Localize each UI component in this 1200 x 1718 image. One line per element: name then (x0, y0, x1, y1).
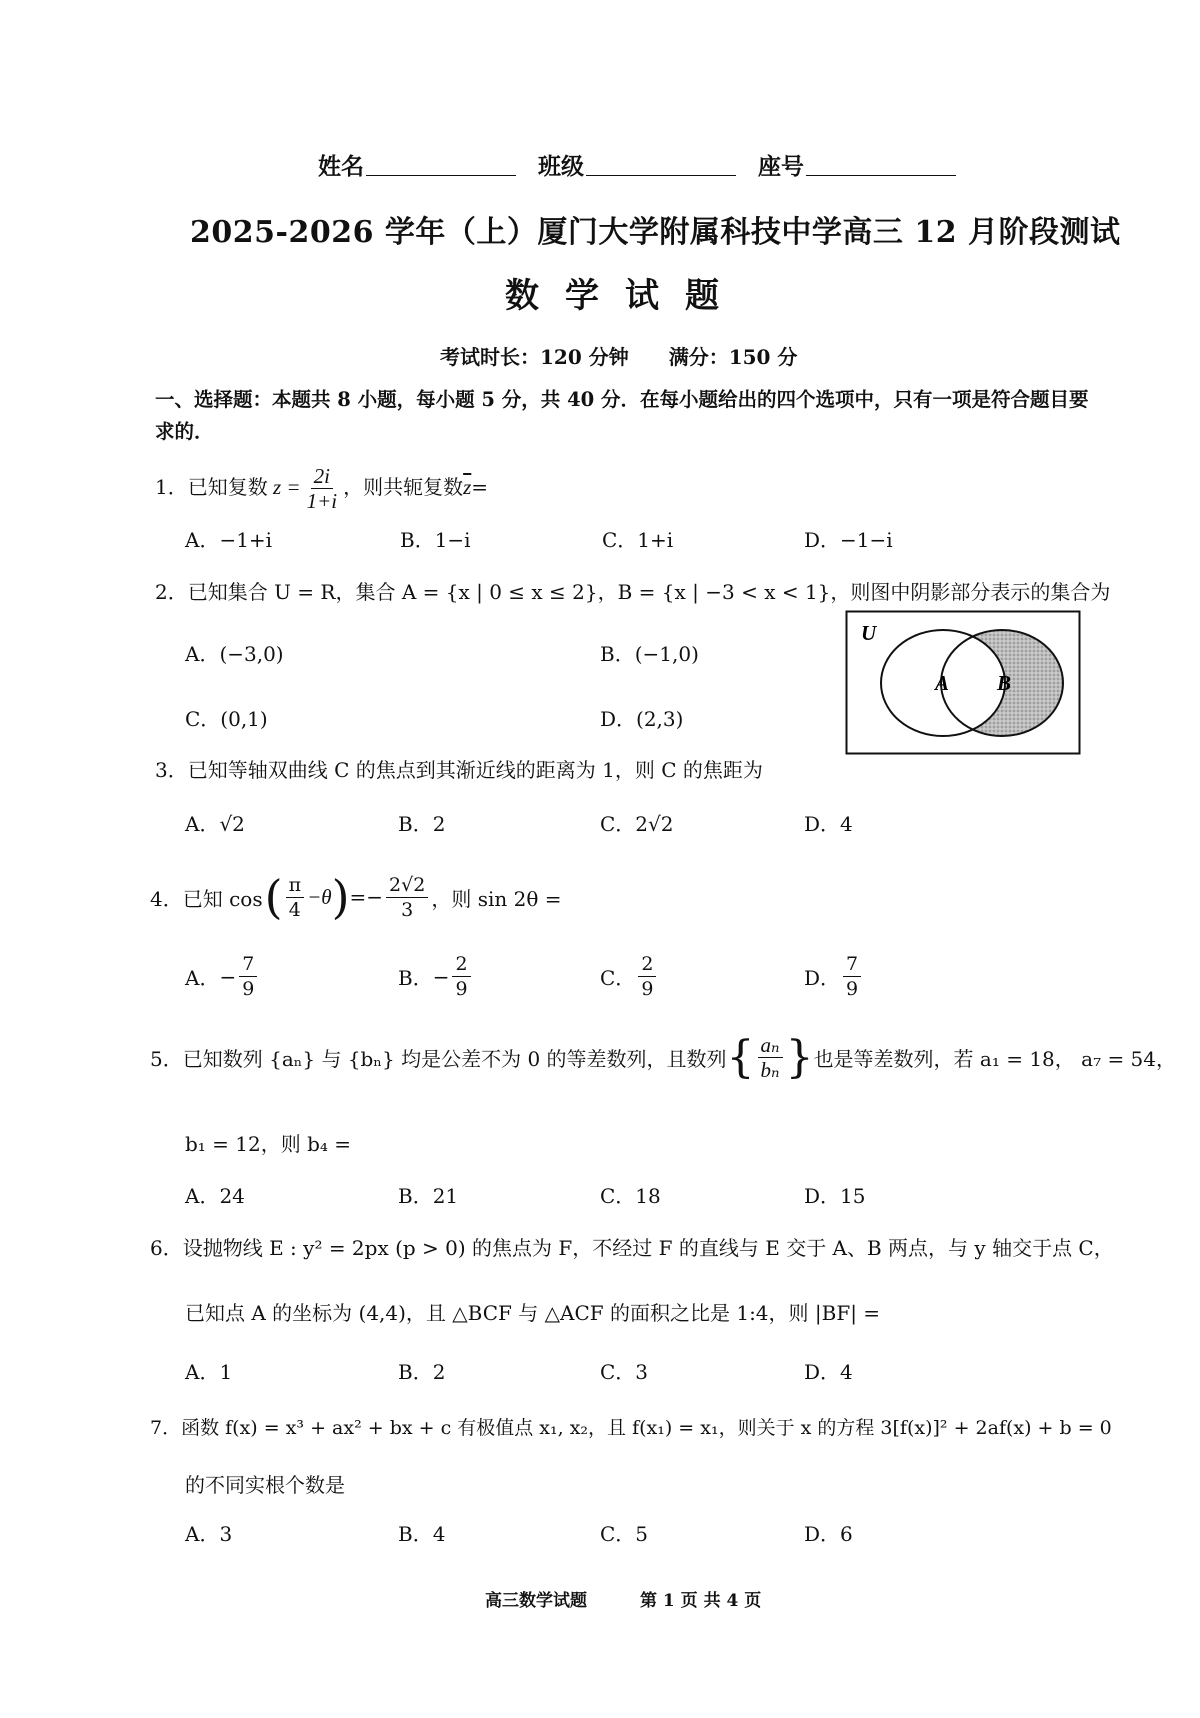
option-b: B．2 (398, 812, 446, 836)
fraction: $\frac{\pi}{4}$ (286, 873, 305, 922)
option-d: D．−1−i (804, 528, 893, 552)
fraction: $\frac{2i}{1+i}$ (306, 464, 338, 513)
option-c: C．5 (600, 1522, 649, 1546)
question-number: 4． (150, 886, 183, 911)
question-4: 4． 已知 cos ( $\frac{\pi}{4}$ −θ ) = − $\frac{2√2}{3}$ ，则 sin 2θ = (150, 870, 562, 924)
option-d: D． $\frac{7}{9}$ (804, 952, 864, 1001)
class-label: 班级 (538, 153, 585, 180)
option-b: B．(−1,0) (600, 642, 699, 666)
option-a: A．1 (185, 1360, 233, 1384)
question-1: 1．已知复数 z = $\frac{2i}{1+i}$ ，则共轭复数$\overline{z}=$ (155, 464, 489, 513)
option-d: D．(2,3) (600, 707, 684, 731)
footer-title: 高三数学试题 (485, 1591, 587, 1611)
option-b: B．21 (398, 1184, 459, 1208)
seat-label: 座号 (758, 153, 805, 180)
question-text: 设抛物线 E : y² = 2px (p > 0) 的焦点为 F，不经过 F 的直线与 E 交于 A、B 两点，与 y 轴交于点 C， (182, 1236, 1114, 1260)
question-text: 也是等差数列，若 a₁ = 18， a₇ = 54， (813, 1047, 1177, 1071)
question-7 (150, 1413, 1112, 1440)
venn-b-label: B (997, 671, 1012, 695)
option-a: A．√2 (185, 812, 245, 836)
option-c: C．3 (600, 1360, 649, 1384)
question-3 (155, 754, 763, 783)
question-text: 已知数列 {aₙ} 与 {bₙ} 均是公差不为 0 的等差数列，且数列 (182, 1047, 727, 1071)
footer-page-number: 第 1 页 共 4 页 (640, 1591, 762, 1611)
venn-a-label: A (935, 671, 950, 695)
question-text: 已知 cos (182, 886, 263, 911)
question-number: 5． (150, 1047, 183, 1071)
question-number: 7． (150, 1417, 182, 1439)
question-text: 已知复数 (187, 475, 268, 499)
option-b: B． − $\frac{2}{9}$ (398, 952, 474, 1001)
option-c: C． $\frac{2}{9}$ (600, 952, 659, 1001)
option-c: C．2√2 (600, 812, 674, 836)
question-5-line2: b₁ = 12，则 b₄ = (185, 1132, 352, 1156)
question-text: 已知集合 U = R，集合 A = {x | 0 ≤ x ≤ 2}，B = {x | −3 < x < 1}，则图中阴影部分表示的集合为 (187, 580, 1111, 604)
question-6-line2: 已知点 A 的坐标为 (4,4)，且 △BCF 与 △ACF 的面积之比是 1:4，则 |BF| = (185, 1301, 881, 1325)
question-7-line2: 的不同实根个数是 (185, 1473, 345, 1497)
question-number: 6． (150, 1236, 183, 1260)
student-info-line (318, 148, 970, 181)
subject-title: 数学试题 (505, 276, 745, 316)
section-heading: 一、选择题：本题共 8 小题，每小题 5 分，共 40 分．在每小题给出的四个选项中，只有一项是符合题目要求的． (155, 388, 1089, 443)
question-text: 函数 f(x) = x³ + ax² + bx + c 有极值点 x₁, x₂，且 f(x₁) = x₁，则关于 x 的方程 3[f(x)]² + 2af(x) + b = 0 (181, 1417, 1112, 1439)
question-number: 3． (155, 758, 188, 782)
school-title: 2025-2026 学年（上）厦门大学附属科技中学高三 12 月阶段测试 (190, 215, 1121, 250)
option-b: B．1−i (400, 528, 471, 552)
option-b: B．2 (398, 1360, 446, 1384)
option-a: A． − $\frac{7}{9}$ (185, 952, 260, 1001)
option-d: D．4 (804, 812, 853, 836)
option-c: C．(0,1) (185, 707, 268, 731)
class-blank (586, 153, 736, 176)
exam-meta: 考试时长：120 分钟 满分：150 分 (440, 345, 798, 369)
name-blank (366, 153, 516, 176)
option-c: C．18 (600, 1184, 661, 1208)
option-a: A．−1+i (185, 528, 273, 552)
seat-blank (806, 153, 956, 176)
venn-diagram (845, 610, 1081, 755)
question-text: 已知等轴双曲线 C 的焦点到其渐近线的距离为 1，则 C 的焦距为 (187, 758, 763, 782)
question-5: 5． 已知数列 {aₙ} 与 {bₙ} 均是公差不为 0 的等差数列，且数列 { $\frac{\text{aₙ}}{\text{bₙ}}$ } 也是等差数列，若 a₁ = 18， a₇ = 54， (150, 1032, 1177, 1083)
option-a: A．24 (185, 1184, 245, 1208)
option-d: D．6 (804, 1522, 853, 1546)
option-a: A．(−3,0) (185, 642, 284, 666)
option-d: D．15 (804, 1184, 866, 1208)
fraction: $\frac{\text{aₙ}}{\text{bₙ}}$ (758, 1033, 783, 1082)
question-text: ，则共轭复数 (343, 475, 464, 499)
question-6 (150, 1232, 1114, 1261)
option-c: C．1+i (602, 528, 674, 552)
option-a: A．3 (185, 1522, 233, 1546)
question-number: 2． (155, 580, 188, 604)
option-b: B．4 (398, 1522, 446, 1546)
question-text: ，则 sin 2θ = (431, 886, 562, 911)
fraction: $\frac{2√2}{3}$ (386, 873, 428, 922)
option-d: D．4 (804, 1360, 853, 1384)
name-label: 姓名 (318, 153, 364, 180)
question-2 (155, 576, 1110, 605)
question-number: 1． (155, 475, 188, 499)
venn-u-label: U (861, 621, 877, 645)
